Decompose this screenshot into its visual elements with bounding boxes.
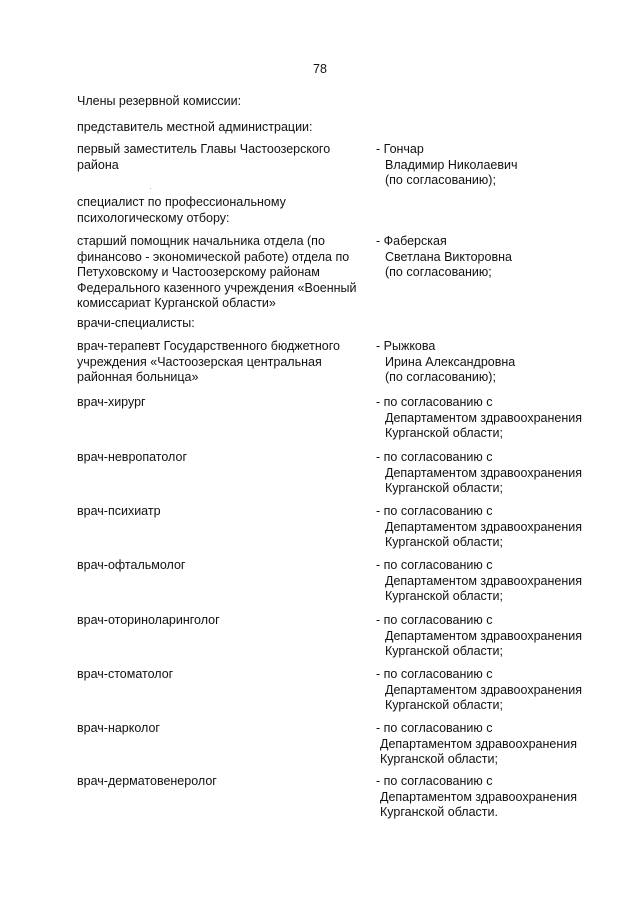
member-position: специалист по профессиональному психологическому отбору: <box>77 195 286 225</box>
doctor-position: врач-нарколог <box>77 721 160 735</box>
doctor-position: врач-дерматовенеролог <box>77 774 217 788</box>
doctor-position: врач-невропатолог <box>77 450 187 464</box>
doctor-approval: - по согласованию с Департаментом здравоохранения Курганской области; <box>376 721 577 766</box>
doctor-position: врач-терапевт Государственного бюджетного учреждения «Частоозерская центральная районная больница» <box>77 339 341 384</box>
section-admin-label: представитель местной администрации: <box>77 120 313 134</box>
commission-heading: Члены резервной комиссии: <box>77 94 242 108</box>
member-position: первый заместитель Главы Частоозерского района <box>77 142 331 172</box>
doctor-approval: - по согласованию с Департаментом здравоохранения Курганской области; <box>376 613 582 658</box>
doctor-approval: - по согласованию с Департаментом здравоохранения Курганской области; <box>376 667 582 712</box>
section-doctors-label: врачи-специалисты: <box>77 316 195 330</box>
doctor-position: врач-стоматолог <box>77 667 174 681</box>
doctor-name: - Рыжкова Ирина Александровна (по согласованию); <box>376 339 516 384</box>
member-name: - Фаберская Светлана Викторовна (по согласованию; <box>376 234 512 279</box>
doctor-approval: - по согласованию с Департаментом здравоохранения Курганской области; <box>376 395 582 440</box>
doctor-approval: - по согласованию с Департаментом здравоохранения Курганской области; <box>376 558 582 603</box>
member-position: старший помощник начальника отдела (по финансово - экономической работе) отдела по Петуховскому и Частоозерскому районам Федерального казенного учреждения «Военный комиссариат Курганской области» <box>77 234 357 310</box>
doctor-approval: - по согласованию с Департаментом здравоохранения Курганской области; <box>376 504 582 549</box>
page-number: 78 <box>313 62 327 76</box>
member-name: - Гончар Владимир Николаевич (по согласованию); <box>376 142 518 187</box>
doctor-position: врач-психиатр <box>77 504 161 518</box>
doctor-approval: - по согласованию с Департаментом здравоохранения Курганской области; <box>376 450 582 495</box>
doctor-position: врач-оториноларинголог <box>77 613 220 627</box>
doctor-approval: - по согласованию с Департаментом здравоохранения Курганской области. <box>376 774 577 819</box>
doctor-position: врач-хирург <box>77 395 146 409</box>
scan-speck <box>150 188 151 189</box>
doctor-position: врач-офтальмолог <box>77 558 186 572</box>
